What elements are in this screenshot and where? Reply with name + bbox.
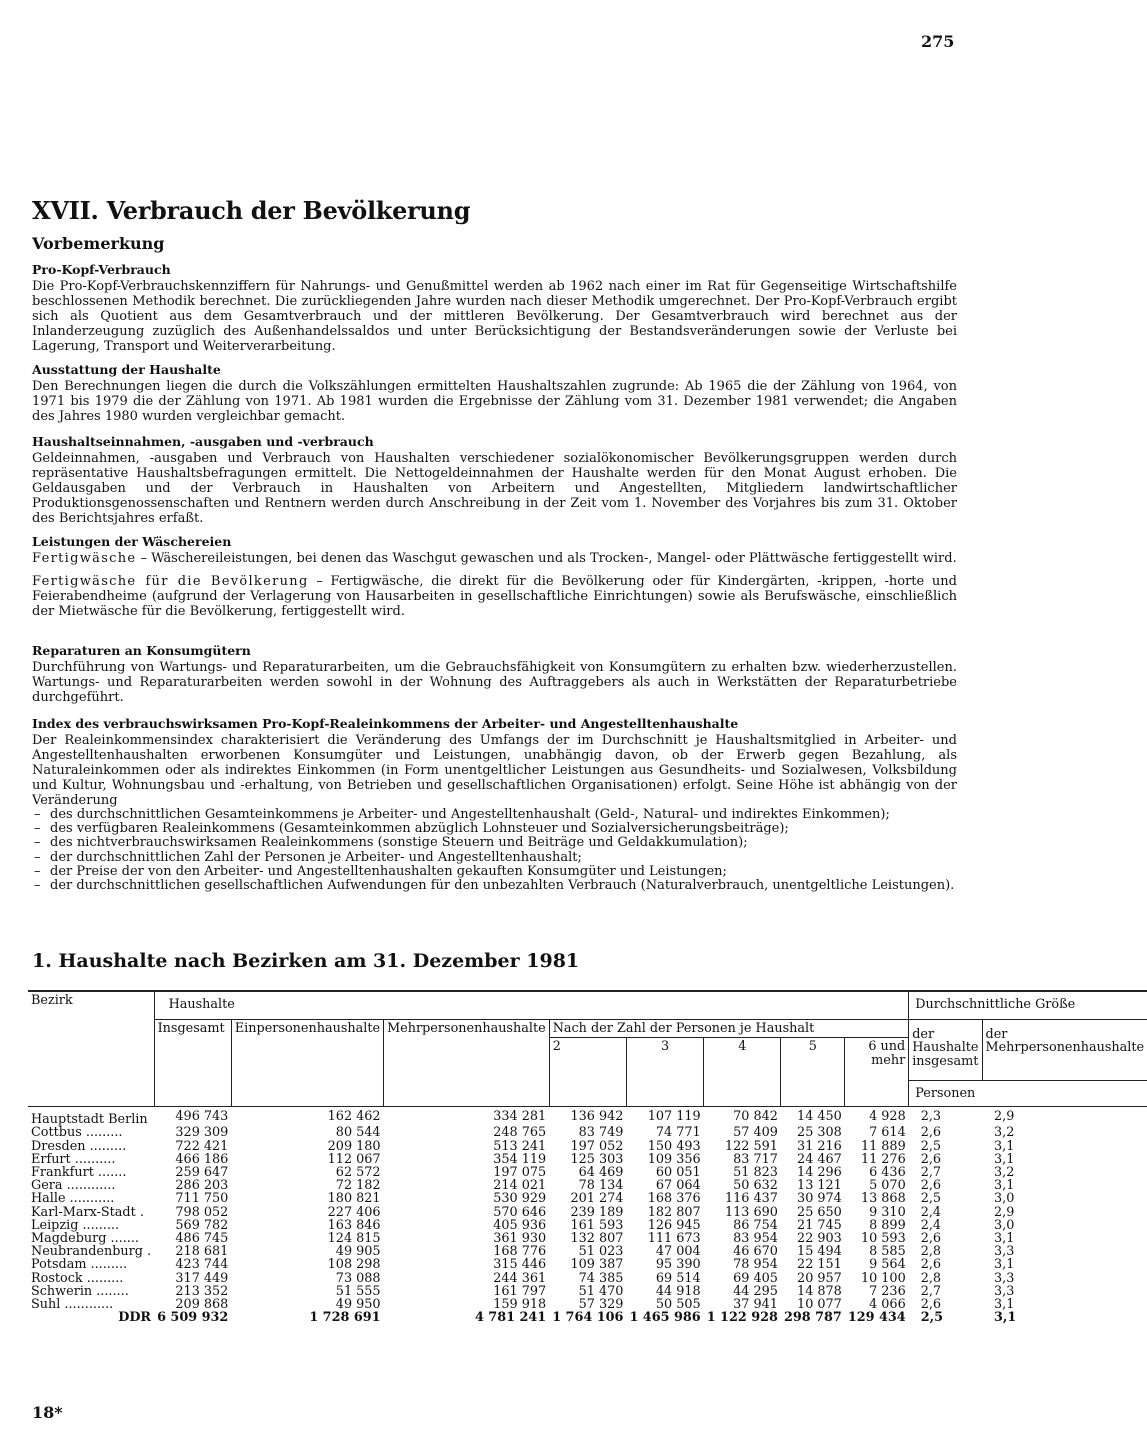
table-cell-p6: 11 276	[860, 1151, 906, 1167]
table-cell-p5: 15 494	[797, 1244, 842, 1260]
table-cell-p4: 1 122 928	[706, 1310, 778, 1326]
table-cell-mehr: 168 776	[493, 1244, 547, 1260]
table-cell-p2: 74 385	[578, 1270, 624, 1286]
footer-mark: 18*	[32, 1403, 63, 1422]
table-cell-p5: 13 121	[797, 1178, 842, 1194]
col-header-p5: 5	[781, 1038, 845, 1081]
table-cell-p5: 21 745	[797, 1217, 842, 1233]
table-cell-name: Magdeburg .......	[31, 1230, 139, 1246]
table-cell-p2: 83 749	[578, 1125, 624, 1141]
table-cell-p2: 1 764 106	[552, 1310, 624, 1326]
table-cell-p6: 7 614	[869, 1125, 906, 1141]
table-cell-avg_mehr: 3,2	[994, 1164, 1015, 1180]
table-cell-avg: 2,4	[920, 1204, 942, 1220]
table-cell-name: Schwerin ........	[31, 1283, 129, 1299]
table-cell-avg_mehr: 2,9	[994, 1109, 1015, 1125]
households-table	[28, 990, 1147, 1324]
table-cell-ein: 163 846	[327, 1217, 381, 1233]
table-cell-insgesamt: 259 647	[175, 1164, 229, 1180]
table-cell-p4: 83 717	[733, 1151, 778, 1167]
table-cell-p2: 57 329	[578, 1296, 624, 1312]
table-cell-avg: 2,8	[920, 1270, 942, 1286]
table-cell-name: Gera ............	[31, 1178, 116, 1194]
dash-list	[32, 808, 957, 893]
table-cell-avg: 2,5	[920, 1191, 942, 1207]
table-cell-p5: 30 974	[797, 1191, 842, 1207]
table-row	[28, 1272, 1147, 1285]
table-cell-mehr: 530 929	[493, 1191, 547, 1207]
table-cell-mehr: 513 241	[493, 1138, 547, 1154]
table-cell-insgesamt: 286 203	[175, 1178, 229, 1194]
table-row	[28, 1206, 1147, 1219]
table-cell-p4: 57 409	[733, 1125, 778, 1141]
table-cell-mehr: 159 918	[493, 1296, 547, 1312]
table-cell-name: Dresden .........	[31, 1138, 127, 1154]
section-realeinkommen	[32, 716, 957, 893]
table-title: 1. Haushalte nach Bezirken am 31. Dezember 1981	[32, 950, 580, 972]
paragraph: Den Berechnungen liegen die durch die Volkszählungen ermittelten Haushaltszahlen zugrunde: Ab 1965 die der Zählung von 1964, von 1971 bis 1979 die der Zählung von 1971. Ab 1981 wurden die Ergebnisse der Zählung vom 31. Dezember 1981 verwendet; die Angaben des Jahres 1980 wurden vergleichbar gemacht.	[32, 379, 957, 424]
table-row	[28, 1153, 1147, 1166]
table-cell-mehr: 570 646	[493, 1204, 547, 1220]
table-cell-p3: 67 064	[655, 1178, 701, 1194]
section-haushaltseinnahmen	[32, 434, 957, 526]
table-cell-p4: 69 405	[733, 1270, 778, 1286]
table-cell-name: Halle ...........	[31, 1191, 115, 1207]
subsection-heading: Index des verbrauchswirksamen Pro-Kopf-Realeinkommens der Arbeiter- und Angestelltenhaushalte	[32, 716, 739, 731]
table-cell-p2: 136 942	[570, 1109, 624, 1125]
table-row	[28, 1126, 1147, 1139]
table-cell-insgesamt: 329 309	[175, 1125, 229, 1141]
table-cell-avg: 2,5	[920, 1138, 942, 1154]
table-cell-p6: 9 564	[869, 1257, 906, 1273]
table-cell-avg_mehr: 3,3	[994, 1270, 1015, 1286]
table-cell-p5: 31 216	[797, 1138, 842, 1154]
table-cell-mehr: 4 781 241	[474, 1310, 547, 1326]
table-cell-avg: 2,6	[920, 1151, 942, 1167]
table-cell-ein: 209 180	[327, 1138, 381, 1154]
list-item: – des durchschnittlichen Gesamteinkommens je Arbeiter- und Angestelltenhaushalt (Geld-, Natural- und indirektes Einkommen);	[32, 808, 957, 822]
section-waeschereien	[32, 534, 957, 619]
table-cell-ein: 49 905	[335, 1244, 381, 1260]
table-cell-avg_mehr: 3,2	[994, 1125, 1015, 1141]
table-cell-p6: 9 310	[869, 1204, 906, 1220]
table-cell-p5: 24 467	[797, 1151, 842, 1167]
col-header-p6: 6 und mehr	[845, 1038, 909, 1081]
table-cell-p6: 10 593	[860, 1230, 906, 1246]
table-row	[28, 1140, 1147, 1153]
table-cell-p4: 122 591	[725, 1138, 778, 1154]
table-cell-p5: 14 296	[797, 1164, 842, 1180]
table-cell-p4: 78 954	[733, 1257, 778, 1273]
paragraph: Fertigwäsche – Wäschereileistungen, bei denen das Waschgut gewaschen und als Trocken-, Mangel- oder Plättwäsche fertiggestellt wird.	[32, 551, 957, 566]
table-cell-ein: 72 182	[335, 1178, 381, 1194]
subsection-heading: Ausstattung der Haushalte	[32, 362, 221, 377]
table-total-row	[28, 1311, 1147, 1324]
table-cell-name: Leipzig .........	[31, 1217, 120, 1233]
col-header-p3: 3	[626, 1038, 703, 1081]
table-cell-name: Erfurt ..........	[31, 1151, 116, 1167]
table-cell-p3: 126 945	[647, 1217, 701, 1233]
paragraph: Der Realeinkommensindex charakterisiert die Veränderung des Umfangs der im Durchschnitt je Haushaltsmitglied in Arbeiter- und Angestelltenhaushalten erworbenen Konsumgüter und Leistungen, unabhängig davon, ob der Erwerb gegen Bezahlung, als Naturaleinkommen oder als indirektes Einkommen (in Form unentgeltlicher Leistungen aus Gesundheits- und Sozialwesen, Volksbildung und Kultur, Wohnungsbau und -erhaltung, von Betrieben und gesellschaftlichen Organisationen) erfolgt. Seine Höhe ist abhängig von der Veränderung	[32, 733, 957, 808]
col-header-insgesamt: Insgesamt	[154, 1020, 231, 1081]
col-header-bezirk: Bezirk	[31, 993, 73, 1008]
table-cell-avg_mehr: 3,1	[994, 1257, 1015, 1273]
table-cell-p3: 111 673	[647, 1230, 701, 1246]
table-cell-avg_mehr: 3,1	[994, 1310, 1017, 1326]
table-cell-p3: 1 465 986	[629, 1310, 701, 1326]
table-cell-mehr: 315 446	[493, 1257, 547, 1273]
table-cell-insgesamt: 423 744	[175, 1257, 229, 1273]
col-header-mehrpersonen: Mehrpersonenhaushalte	[384, 1020, 550, 1081]
table-cell-p2: 161 593	[570, 1217, 624, 1233]
table-cell-name: Potsdam .........	[31, 1257, 128, 1273]
table-cell-p2: 78 134	[578, 1178, 624, 1194]
table-cell-p2: 201 274	[570, 1191, 624, 1207]
table-cell-p6: 10 100	[860, 1270, 906, 1286]
table-cell-p6: 4 066	[869, 1296, 906, 1312]
table-cell-p2: 64 469	[578, 1164, 624, 1180]
table-cell-p5: 10 077	[797, 1296, 842, 1312]
table-cell-p2: 109 387	[570, 1257, 624, 1273]
table-cell-avg_mehr: 3,0	[994, 1191, 1015, 1207]
table-cell-ein: 1 728 691	[309, 1310, 381, 1326]
table-cell-name: Cottbus .........	[31, 1125, 123, 1141]
table-cell-p3: 182 807	[647, 1204, 701, 1220]
table-cell-ein: 162 462	[327, 1109, 381, 1125]
table-cell-p4: 86 754	[733, 1217, 778, 1233]
table-cell-avg_mehr: 2,9	[994, 1204, 1015, 1220]
table-cell-insgesamt: 209 868	[175, 1296, 229, 1312]
table-cell-name: Karl-Marx-Stadt .	[31, 1204, 144, 1220]
col-header-nach-zahl: Nach der Zahl der Personen je Haushalt	[549, 1020, 909, 1038]
table-cell-ein: 112 067	[327, 1151, 381, 1167]
term: Fertigwäsche für die Bevölkerung	[32, 574, 309, 589]
paragraph: Geldeinnahmen, -ausgaben und Verbrauch von Haushalten verschiedener sozialökonomischer Bevölkerungsgruppen werden durch repräsentative Haushaltsbefragungen ermittelt. Die Nettogeldeinnahmen der Haushalte werden für den Monat August erhoben. Die Geldausgaben und der Verbrauch in Haushalten von Arbeitern und Angestellten, Mitgliedern landwirtschaftlicher Produktionsgenossenschaften und Rentnern werden durch Anschreibung in der Zeit vom 1. November des Vorjahres bis zum 31. Oktober des Berichtsjahres erfaßt.	[32, 451, 957, 526]
table-cell-p5: 298 787	[783, 1310, 842, 1326]
table-cell-mehr: 244 361	[493, 1270, 547, 1286]
table-cell-p2: 239 189	[570, 1204, 624, 1220]
table-cell-p6: 8 899	[869, 1217, 906, 1233]
table-cell-name: DDR	[118, 1310, 152, 1326]
table-cell-ein: 51 555	[335, 1283, 381, 1299]
table-cell-p4: 113 690	[725, 1204, 778, 1220]
table-cell-mehr: 214 021	[493, 1178, 547, 1194]
table-cell-ein: 227 406	[327, 1204, 381, 1220]
table-cell-ein: 49 950	[335, 1296, 381, 1312]
table-cell-insgesamt: 798 052	[175, 1204, 229, 1220]
table-cell-avg: 2,6	[920, 1230, 942, 1246]
table-row	[28, 1258, 1147, 1271]
table-cell-p3: 168 376	[647, 1191, 701, 1207]
table-cell-insgesamt: 496 743	[175, 1109, 229, 1125]
table-cell-p3: 95 390	[655, 1257, 701, 1273]
table-cell-avg: 2,6	[920, 1125, 942, 1141]
list-item: – der Preise der von den Arbeiter- und Angestelltenhaushalten gekauften Konsumgüter und Leistungen;	[32, 865, 957, 879]
col-header-durchschnitt: Durchschnittliche Größe	[909, 991, 1147, 1020]
table-cell-avg_mehr: 3,1	[994, 1178, 1015, 1194]
table-cell-p4: 46 670	[733, 1244, 778, 1260]
col-header-personen: Personen	[909, 1080, 1147, 1106]
table-cell-mehr: 334 281	[493, 1109, 547, 1125]
table-cell-p3: 47 004	[655, 1244, 701, 1260]
table-cell-mehr: 354 119	[493, 1151, 547, 1167]
table-cell-avg: 2,7	[920, 1164, 942, 1180]
col-header-der-haushalte: der Haushalte insgesamt	[909, 1020, 982, 1081]
table-cell-ein: 62 572	[335, 1164, 381, 1180]
col-header-haushalte: Haushalte	[154, 991, 909, 1020]
chapter-title: XVII. Verbrauch der Bevölkerung	[32, 196, 471, 225]
section-pro-kopf	[32, 262, 957, 354]
table-cell-avg: 2,6	[920, 1178, 942, 1194]
table-cell-insgesamt: 486 745	[175, 1230, 229, 1246]
table-cell-mehr: 405 936	[493, 1217, 547, 1233]
table-cell-p5: 20 957	[797, 1270, 842, 1286]
table-cell-p5: 14 450	[797, 1109, 842, 1125]
table-cell-avg: 2,6	[920, 1296, 942, 1312]
table-cell-insgesamt: 218 681	[175, 1244, 229, 1260]
table-cell-name: Frankfurt .......	[31, 1164, 127, 1180]
table-cell-avg_mehr: 3,1	[994, 1230, 1015, 1246]
section-reparaturen	[32, 643, 957, 705]
table-cell-insgesamt: 722 421	[175, 1138, 229, 1154]
table-cell-mehr: 248 765	[493, 1125, 547, 1141]
table-cell-p6: 7 236	[869, 1283, 906, 1299]
table-body	[28, 1107, 1147, 1325]
table-cell-ein: 108 298	[327, 1257, 381, 1273]
table-cell-p6: 5 070	[869, 1178, 906, 1194]
table-cell-mehr: 361 930	[493, 1230, 547, 1246]
table-cell-p3: 44 918	[655, 1283, 701, 1299]
table-row	[28, 1107, 1147, 1127]
table-cell-p6: 4 928	[869, 1109, 906, 1125]
table-cell-p3: 60 051	[655, 1164, 701, 1180]
col-header-p2: 2	[549, 1038, 626, 1081]
paragraph: Die Pro-Kopf-Verbrauchskennziffern für Nahrungs- und Genußmittel werden ab 1962 nach einer im Rat für Gegenseitige Wirtschaftshilfe beschlossenen Methodik berechnet. Die zurückliegenden Jahre wurden nach dieser Methodik umgerechnet. Der Pro-Kopf-Verbrauch ergibt sich als Quotient aus dem Gesamtverbrauch und der mittleren Bevölkerung. Der Gesamtverbrauch wird berechnet aus der Inlanderzeugung zuzüglich des Außenhandelssaldos und unter Berücksichtigung der Bestandsveränderungen sowie der Verluste bei Lagerung, Transport und Weiterverarbeitung.	[32, 279, 957, 354]
table-cell-p5: 25 308	[797, 1125, 842, 1141]
table-cell-p6: 11 889	[860, 1138, 906, 1154]
table-cell-p5: 14 878	[797, 1283, 842, 1299]
table-cell-p2: 51 023	[578, 1244, 624, 1260]
table-cell-name: Suhl ............	[31, 1296, 114, 1312]
table-cell-p4: 83 954	[733, 1230, 778, 1246]
table-cell-name: Hauptstadt Berlin	[31, 1112, 148, 1128]
table-cell-p2: 125 303	[570, 1151, 624, 1167]
table-cell-p2: 197 052	[570, 1138, 624, 1154]
table-cell-p4: 51 823	[733, 1164, 778, 1180]
subsection-heading: Reparaturen an Konsumgütern	[32, 643, 251, 658]
list-item: – der durchschnittlichen gesellschaftlichen Aufwendungen für den unbezahlten Verbrauch (Naturalverbrauch, unentgeltliche Leistungen).	[32, 879, 957, 893]
table-cell-ein: 180 821	[327, 1191, 381, 1207]
table-cell-p4: 50 632	[733, 1178, 778, 1194]
table-cell-p3: 107 119	[647, 1109, 701, 1125]
table-cell-insgesamt: 317 449	[175, 1270, 229, 1286]
table-cell-p3: 74 771	[655, 1125, 701, 1141]
subsection-heading: Pro-Kopf-Verbrauch	[32, 262, 171, 277]
table-cell-avg: 2,6	[920, 1257, 942, 1273]
table-cell-insgesamt: 466 186	[175, 1151, 229, 1167]
list-item: – des nichtverbrauchswirksamen Realeinkommens (sonstige Steuern und Beiträge und Geldakkumulation);	[32, 836, 957, 850]
table-cell-p2: 132 807	[570, 1230, 624, 1246]
table-cell-p3: 50 505	[655, 1296, 701, 1312]
table-cell-p6: 8 585	[869, 1244, 906, 1260]
list-item: – des verfügbaren Realeinkommens (Gesamteinkommen abzüglich Lohnsteuer und Sozialversicherungsbeiträge);	[32, 822, 957, 836]
table-cell-ein: 124 815	[327, 1230, 381, 1246]
table-cell-p5: 25 650	[797, 1204, 842, 1220]
table-cell-avg: 2,5	[920, 1310, 943, 1326]
table-cell-p4: 70 842	[733, 1109, 778, 1125]
col-header-einpersonen: Einpersonenhaushalte	[231, 1020, 383, 1081]
table-cell-name: Rostock .........	[31, 1270, 124, 1286]
table-cell-avg_mehr: 3,1	[994, 1151, 1015, 1167]
table-cell-avg_mehr: 3,0	[994, 1217, 1015, 1233]
table-cell-p6: 129 434	[847, 1310, 906, 1326]
table-cell-p4: 37 941	[733, 1296, 778, 1312]
table-cell-insgesamt: 213 352	[175, 1283, 229, 1299]
table-cell-avg_mehr: 3,3	[994, 1283, 1015, 1299]
table-cell-name: Neubrandenburg .	[31, 1244, 152, 1260]
table-row	[28, 1285, 1147, 1298]
paragraph: Fertigwäsche für die Bevölkerung – Fertigwäsche, die direkt für die Bevölkerung oder für Kindergärten, -krippen, -horte und Feierabendheime (aufgrund der Verlagerung von Hausarbeiten in gesellschaftliche Einrichtungen) sowie als Berufswäsche, einschließlich der Mietwäsche für die Bevölkerung, fertiggestellt wird.	[32, 574, 958, 619]
table-cell-avg_mehr: 3,1	[994, 1138, 1015, 1154]
subsection-heading: Leistungen der Wäschereien	[32, 534, 232, 549]
table-row	[28, 1192, 1147, 1205]
section-heading-vorbemerkung: Vorbemerkung	[32, 234, 165, 253]
table-cell-mehr: 161 797	[493, 1283, 547, 1299]
table-cell-p3: 150 493	[647, 1138, 701, 1154]
table-cell-avg: 2,4	[920, 1217, 942, 1233]
table-cell-p2: 51 470	[578, 1283, 624, 1299]
page-number: 275	[921, 32, 955, 51]
table-cell-p5: 22 903	[797, 1230, 842, 1246]
table-cell-insgesamt: 711 750	[175, 1191, 229, 1207]
table-cell-ein: 73 088	[335, 1270, 381, 1286]
term: Fertigwäsche	[32, 551, 137, 566]
table-cell-avg: 2,3	[920, 1109, 942, 1125]
paragraph: Durchführung von Wartungs- und Reparaturarbeiten, um die Gebrauchsfähigkeit von Konsumgütern zu erhalten bzw. wiederherzustellen. Wartungs- und Reparaturarbeiten werden sowohl in der Wohnung des Auftraggebers als auch in Werkstätten der Reparaturbetriebe durchgeführt.	[32, 660, 957, 705]
table-cell-ein: 80 544	[335, 1125, 381, 1141]
table-cell-insgesamt: 569 782	[175, 1217, 229, 1233]
section-ausstattung	[32, 362, 957, 424]
table-row	[28, 1219, 1147, 1232]
subsection-heading: Haushaltseinnahmen, -ausgaben und -verbrauch	[32, 434, 374, 449]
col-header-der-mehr: der Mehrpersonenhaushalte	[982, 1020, 1147, 1081]
table-cell-p6: 6 436	[869, 1164, 906, 1180]
table-cell-insgesamt: 6 509 932	[157, 1310, 229, 1326]
table-cell-avg_mehr: 3,3	[994, 1244, 1015, 1260]
table-cell-avg: 2,7	[920, 1283, 942, 1299]
table-cell-p3: 69 514	[655, 1270, 701, 1286]
table-cell-p5: 22 151	[797, 1257, 842, 1273]
table-cell-p4: 44 295	[733, 1283, 778, 1299]
table-cell-p4: 116 437	[725, 1191, 778, 1207]
table-cell-avg_mehr: 3,1	[994, 1296, 1015, 1312]
table-cell-avg: 2,8	[920, 1244, 942, 1260]
col-header-p4: 4	[704, 1038, 781, 1081]
list-item: – der durchschnittlichen Zahl der Personen je Arbeiter- und Angestelltenhaushalt;	[32, 851, 957, 865]
table-cell-p3: 109 356	[647, 1151, 701, 1167]
table-cell-p6: 13 868	[860, 1191, 906, 1207]
table-cell-mehr: 197 075	[493, 1164, 547, 1180]
